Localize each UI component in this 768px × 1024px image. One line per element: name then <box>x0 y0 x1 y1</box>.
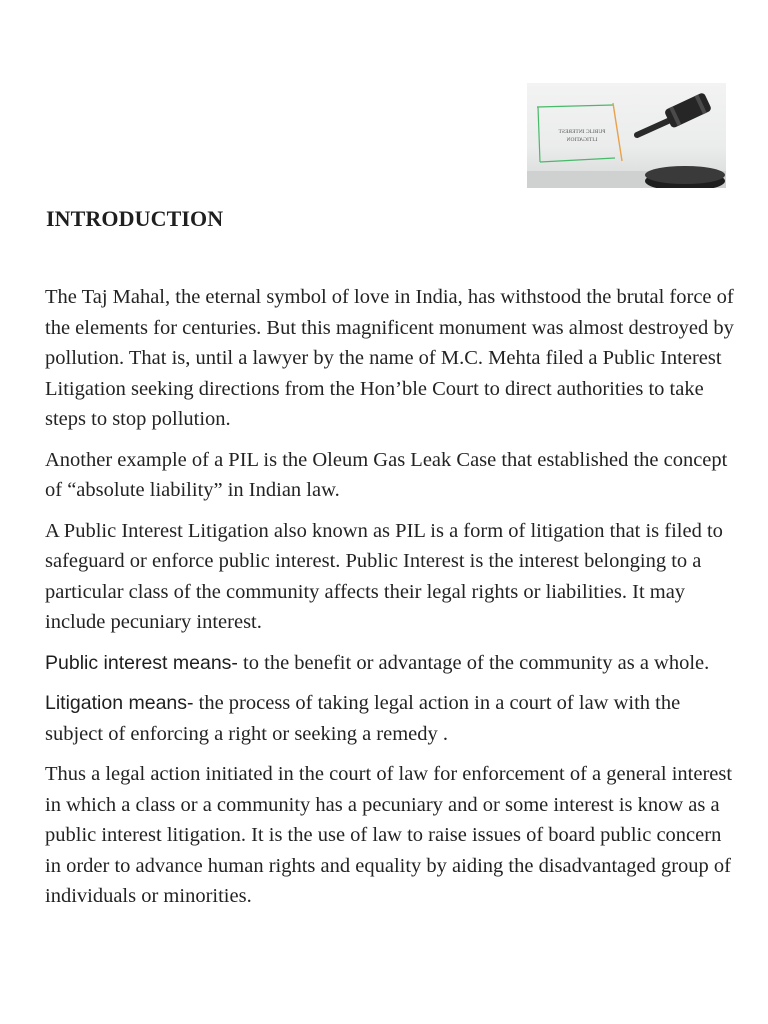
paragraph-closing: Thus a legal action initiated in the court of law for enforcement of a general interest in which a class or a community has a pecuniary and or some interest is know as a public interest litigation. It is the use of law to raise issues of board public concern in order to advance human rights and equality by aiding the disadvantaged group of individuals or minorities. <box>45 763 733 907</box>
term-public-interest: Public interest means- <box>45 651 238 674</box>
frame-top-line <box>537 105 613 107</box>
article-body <box>45 282 735 922</box>
image-caption-line1: PUBLIC INTEREST <box>558 129 606 135</box>
article-heading: INTRODUCTION <box>46 206 224 231</box>
paragraph-oleum-gas: Another example of a PIL is the Oleum Gas Leak Case that established the concept of “absolute liability” in Indian law. <box>45 448 728 501</box>
frame-bottom-line <box>540 158 615 162</box>
term-litigation: Litigation means- <box>45 692 194 714</box>
gavel-head <box>664 92 712 129</box>
frame-left-line <box>538 107 540 162</box>
definition-litigation <box>45 688 735 749</box>
paragraph-taj-mahal: The Taj Mahal, the eternal symbol of love in India, has withstood the brutal force of the elements for centuries. But this magnificent monument was almost destroyed by pollution. That is, until a lawyer by the name of M.C. Mehta filed a Public Interest Litigation seeking directions from the Hon’ble Court to direct authorities to take steps to stop pollution. <box>45 286 734 430</box>
definition-public-interest <box>45 648 735 679</box>
image-caption-line2: LITIGATION <box>566 137 598 143</box>
pil-gavel-image <box>527 83 726 188</box>
frame-right-line <box>613 103 622 161</box>
paragraph-pil-definition: A Public Interest Litigation also known as PIL is a form of litigation that is filed to safeguard or enforce public interest. Public Interest is the interest belonging to a particular class of the community affects their legal rights or liabilities. It may include pecuniary interest. <box>45 519 723 633</box>
definition-public-interest-text: to the benefit or advantage of the community as a whole. <box>237 651 710 674</box>
definition-litigation-text: the process of taking legal action in a court of law with the subject of enforcing a right or seeking a remedy . <box>45 692 681 745</box>
gavel-illustration <box>527 83 726 188</box>
sound-block-top <box>645 166 725 184</box>
